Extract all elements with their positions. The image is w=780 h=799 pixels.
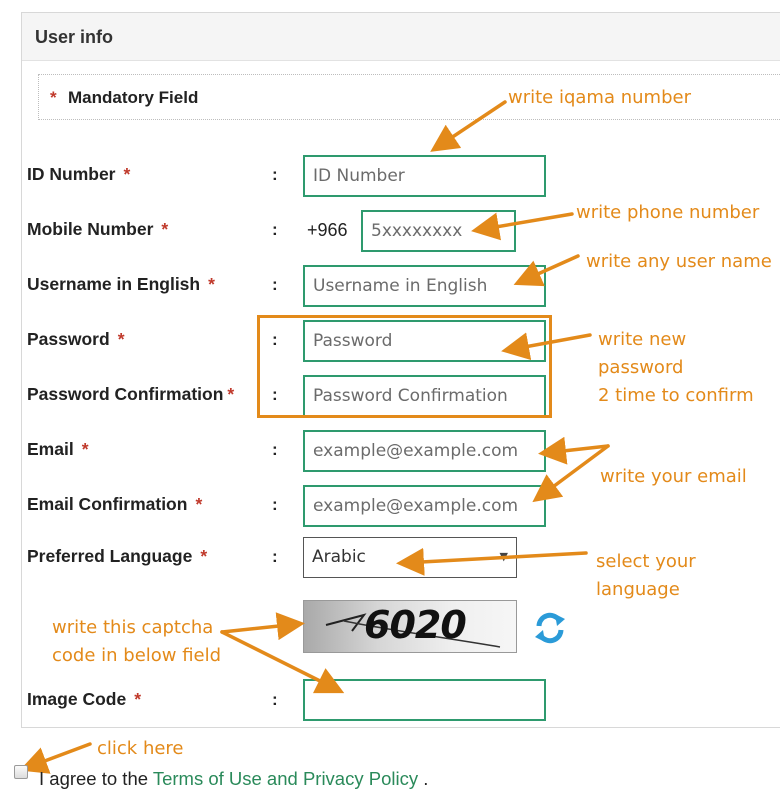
annotation-language-2: language: [596, 579, 680, 600]
colon: :: [272, 547, 278, 566]
mandatory-field-text: Mandatory Field: [68, 88, 199, 107]
id-number-input[interactable]: ID Number: [303, 155, 546, 197]
colon: :: [272, 440, 278, 459]
panel-title: User info: [35, 27, 114, 47]
email-confirmation-input[interactable]: example@example.com: [303, 485, 546, 527]
mobile-number-input[interactable]: 5xxxxxxxx: [361, 210, 516, 252]
country-code-prefix: +966: [307, 220, 348, 240]
annotation-password-1: write new: [598, 329, 687, 350]
captcha-image: [303, 600, 517, 653]
password-label: Password *: [27, 329, 125, 349]
mobile-number-label: Mobile Number *: [27, 219, 169, 239]
id-number-label: ID Number *: [27, 164, 131, 184]
colon: :: [272, 165, 278, 184]
annotation-captcha-2: code in below field: [52, 645, 222, 666]
colon: :: [272, 495, 278, 514]
annotation-username: write any user name: [586, 251, 772, 272]
email-input[interactable]: example@example.com: [303, 430, 546, 472]
colon: :: [272, 385, 278, 404]
annotation-captcha-1: write this captcha: [52, 617, 214, 638]
annotation-email: write your email: [600, 466, 747, 487]
annotation-password-2: password: [598, 357, 684, 378]
annotation-iqama: write iqama number: [508, 87, 691, 108]
terms-link[interactable]: Terms of Use and Privacy Policy: [152, 768, 419, 789]
password-confirmation-input[interactable]: Password Confirmation: [303, 375, 546, 417]
email-confirmation-label: Email Confirmation *: [27, 494, 203, 514]
annotation-language-1: select your: [596, 551, 696, 572]
preferred-language-label: Preferred Language *: [27, 546, 208, 566]
password-confirmation-label: Password Confirmation *: [27, 384, 235, 404]
colon: :: [272, 275, 278, 294]
refresh-icon[interactable]: [532, 611, 568, 645]
email-label: Email *: [27, 439, 89, 459]
annotation-click: click here: [97, 738, 184, 759]
chevron-down-icon: ▼: [499, 550, 508, 563]
agree-text: I agree to the Terms of Use and Privacy Policy .: [39, 768, 429, 789]
username-label: Username in English *: [27, 274, 215, 294]
image-code-label: Image Code *: [27, 689, 142, 709]
password-input[interactable]: Password: [303, 320, 546, 362]
captcha-text: 6020: [364, 603, 466, 647]
selected-language: Arabic: [312, 547, 366, 567]
colon: :: [272, 220, 278, 239]
panel-header: [22, 13, 780, 61]
agree-checkbox[interactable]: [14, 765, 28, 779]
required-star: *: [50, 88, 57, 107]
annotation-phone: write phone number: [576, 202, 760, 223]
username-input[interactable]: Username in English: [303, 265, 546, 307]
password-highlight-box: [257, 315, 552, 418]
preferred-language-select[interactable]: [303, 537, 517, 578]
colon: :: [272, 330, 278, 349]
annotation-password-3: 2 time to confirm: [598, 385, 754, 406]
image-code-input[interactable]: [303, 679, 546, 721]
colon: :: [272, 690, 278, 709]
